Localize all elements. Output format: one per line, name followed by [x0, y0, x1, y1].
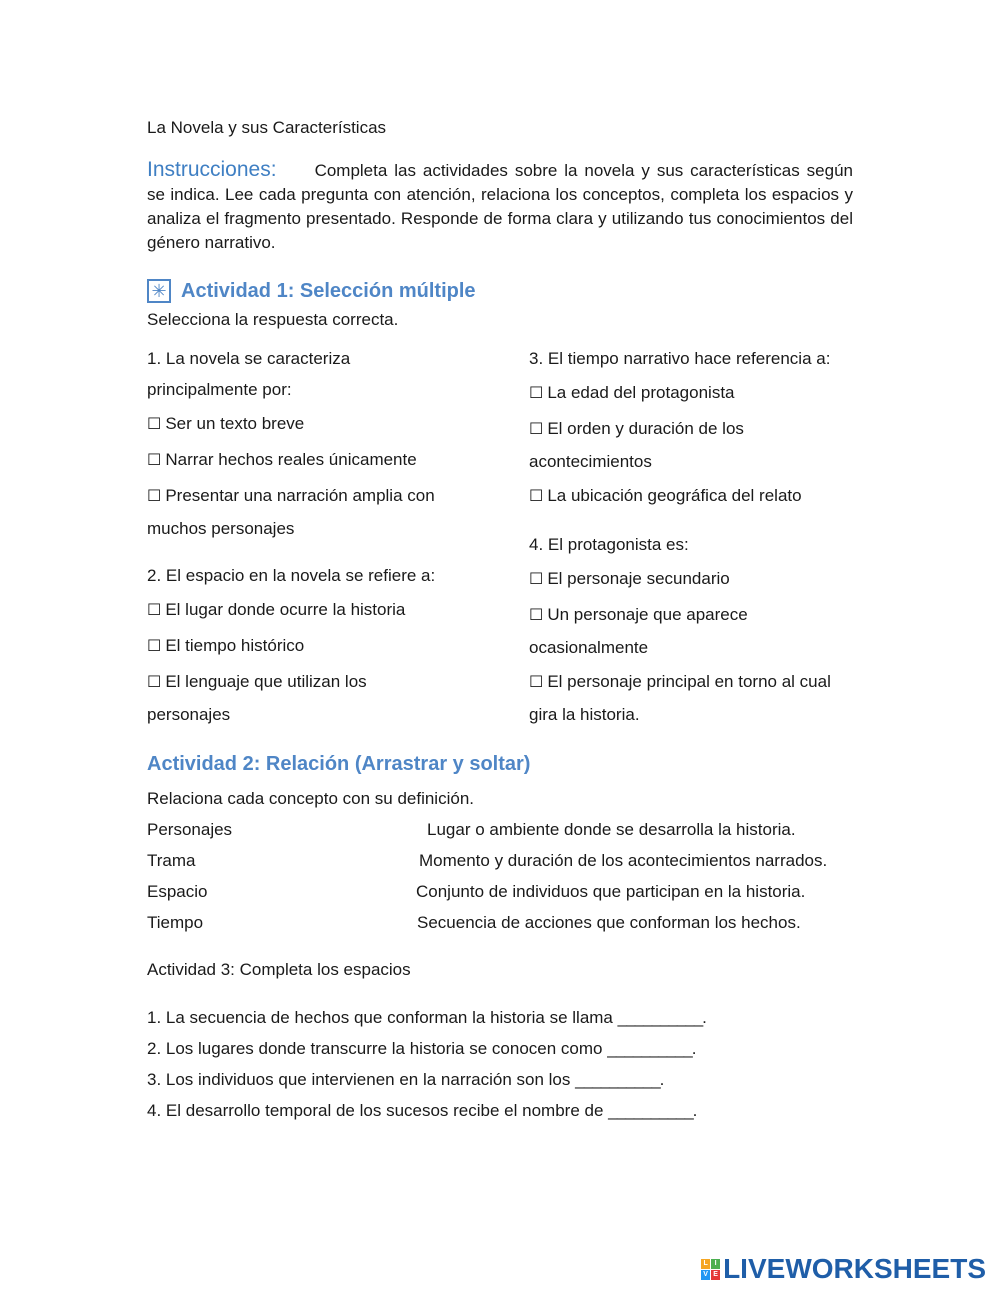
checkbox-icon[interactable]: ☐ [529, 383, 544, 402]
blank-input[interactable]: __________. [575, 1070, 664, 1089]
q1-option-2[interactable]: ☐ Narrar hechos reales únicamente [147, 450, 417, 469]
instructions [147, 158, 853, 255]
fill-item-4: 4. El desarrollo temporal de los sucesos recibe el nombre de __________. [147, 1101, 697, 1120]
q3-option-1[interactable]: ☐ La edad del protagonista [529, 383, 735, 402]
checkbox-icon[interactable]: ☐ [529, 672, 544, 691]
definition-3[interactable]: Conjunto de individuos que participan en la historia. [416, 882, 806, 901]
q2-option-3[interactable]: ☐ El lenguaje que utilizan los [147, 672, 367, 691]
definition-1[interactable]: Lugar o ambiente donde se desarrolla la historia. [427, 820, 796, 839]
checkbox-icon[interactable]: ☐ [147, 450, 162, 469]
checkbox-icon[interactable]: ☐ [147, 672, 162, 691]
blank-input[interactable]: __________. [617, 1008, 706, 1027]
activity3-heading: Actividad 3: Completa los espacios [147, 960, 411, 979]
fill-item-3: 3. Los individuos que intervienen en la narración son los __________. [147, 1070, 664, 1089]
document-title: La Novela y sus Características [147, 118, 387, 137]
checkbox-icon[interactable]: ☐ [147, 486, 162, 505]
snowflake-icon: ✳ [147, 279, 171, 303]
q4-option-2-cont: ocasionalmente [529, 638, 649, 657]
instructions-text: Completa las actividades sobre la novela y sus características según se indica. Lee cada pregunta con atención, relaciona los conceptos, completa los espacios y analiza el fragmento presentado. Responde de forma clara y utilizando tus conocimientos del género narrativo. [147, 161, 853, 252]
activity1-heading [147, 279, 476, 303]
q3-option-3[interactable]: ☐ La ubicación geográfica del relato [529, 486, 802, 505]
q1-option-1[interactable]: ☐ Ser un texto breve [147, 414, 305, 433]
q4-option-3[interactable]: ☐ El personaje principal en torno al cual [529, 672, 831, 691]
fill-item-2: 2. Los lugares donde transcurre la historia se conocen como __________. [147, 1039, 696, 1058]
q3-text: 3. El tiempo narrativo hace referencia a: [529, 349, 831, 368]
q4-option-2[interactable]: ☐ Un personaje que aparece [529, 605, 748, 624]
checkbox-icon[interactable]: ☐ [529, 605, 544, 624]
definition-2[interactable]: Momento y duración de los acontecimientos narrados. [419, 851, 828, 870]
q4-option-3-cont: gira la historia. [529, 705, 640, 724]
q2-option-2[interactable]: ☐ El tiempo histórico [147, 636, 305, 655]
blank-input[interactable]: __________. [608, 1101, 697, 1120]
fill-item-1: 1. La secuencia de hechos que conforman la historia se llama __________. [147, 1008, 706, 1027]
definition-4[interactable]: Secuencia de acciones que conforman los hechos. [417, 913, 801, 932]
checkbox-icon[interactable]: ☐ [147, 600, 162, 619]
concept-espacio[interactable]: Espacio [147, 882, 208, 901]
q1-option-3-cont: muchos personajes [147, 519, 295, 538]
checkbox-icon[interactable]: ☐ [529, 486, 544, 505]
checkbox-icon[interactable]: ☐ [147, 636, 162, 655]
checkbox-icon[interactable]: ☐ [529, 569, 544, 588]
activity1-heading-text: Actividad 1: Selección múltiple [181, 280, 476, 302]
logo-wordmark: LIVEWORKSHEETS [723, 1253, 986, 1284]
activity2-heading: Actividad 2: Relación (Arrastrar y soltar) [147, 753, 531, 775]
q2-option-3-cont: personajes [147, 705, 231, 724]
blank-input[interactable]: __________. [607, 1039, 696, 1058]
instructions-label: Instrucciones: [147, 158, 277, 181]
activity1-subtitle: Selecciona la respuesta correcta. [147, 310, 399, 329]
concept-tiempo[interactable]: Tiempo [147, 913, 204, 932]
q3-option-2[interactable]: ☐ El orden y duración de los [529, 419, 744, 438]
logo-blocks-icon: L I V E [701, 1259, 720, 1280]
q2-text: 2. El espacio en la novela se refiere a: [147, 566, 436, 585]
q2-option-1[interactable]: ☐ El lugar donde ocurre la historia [147, 600, 406, 619]
liveworksheets-logo [701, 1254, 986, 1284]
concept-personajes[interactable]: Personajes [147, 820, 233, 839]
q3-option-2-cont: acontecimientos [529, 452, 652, 471]
q1-text-cont: principalmente por: [147, 380, 292, 399]
q1-text: 1. La novela se caracteriza [147, 349, 351, 368]
q4-text: 4. El protagonista es: [529, 535, 689, 554]
q1-option-3[interactable]: ☐ Presentar una narración amplia con [147, 486, 435, 505]
activity2-subtitle: Relaciona cada concepto con su definición. [147, 789, 474, 808]
q4-option-1[interactable]: ☐ El personaje secundario [529, 569, 730, 588]
checkbox-icon[interactable]: ☐ [147, 414, 162, 433]
checkbox-icon[interactable]: ☐ [529, 419, 544, 438]
concept-trama[interactable]: Trama [147, 851, 196, 870]
